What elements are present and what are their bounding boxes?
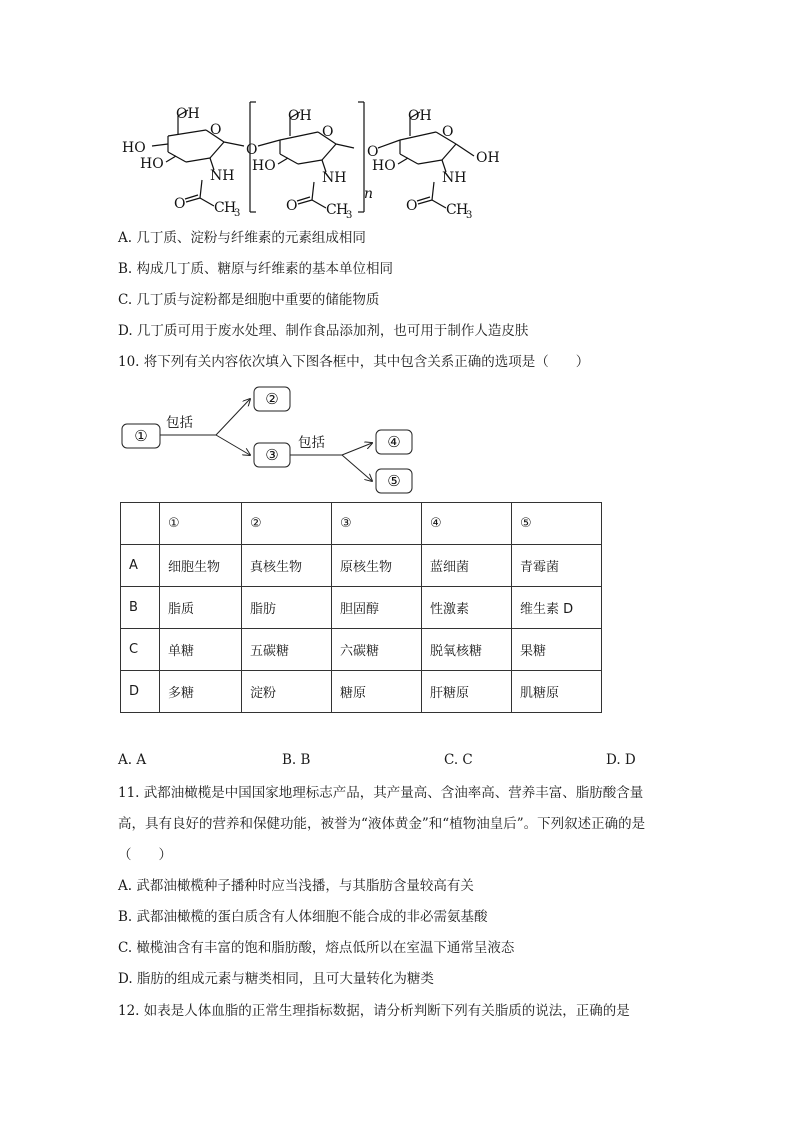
q9-option-b: B. 构成几丁质、糖原与纤维素的基本单位相同 (118, 261, 394, 277)
subscript-3: 3 (234, 208, 241, 219)
table-cell: 糖原 (332, 671, 422, 713)
table-cell: 脱氧核糖 (422, 629, 512, 671)
q10-answer-a: A. A (118, 752, 147, 768)
table-row (121, 671, 602, 713)
table-cell: 真核生物 (242, 545, 332, 587)
table-cell: 脂质 (160, 587, 242, 629)
c-label: C (446, 202, 457, 218)
table-cell: ③ (332, 503, 422, 545)
nh-label: NH (322, 170, 347, 186)
q11-stem-line-1: 11. 武都油橄榄是中国国家地理标志产品，其产量高、含油率高、营养丰富、脂肪酸含量 (118, 785, 644, 801)
ho-label: HO (252, 158, 276, 174)
ring-o-label: O (322, 124, 334, 140)
table-cell: 胆固醇 (332, 587, 422, 629)
q10-answer-d: D. D (606, 752, 636, 768)
table-row (121, 545, 602, 587)
table-row (121, 629, 602, 671)
ho-label: HO (140, 156, 164, 172)
table-cell: 原核生物 (332, 545, 422, 587)
oh-label: OH (408, 108, 432, 124)
table-cell: 单糖 (160, 629, 242, 671)
h-label: H (456, 202, 469, 218)
table-cell: 肌糖原 (512, 671, 602, 713)
q10-answer-b: B. B (282, 752, 311, 768)
o-label: O (406, 198, 418, 214)
box-5-label: ⑤ (387, 472, 401, 490)
table-row (121, 587, 602, 629)
q10-stem: 10. 将下列有关内容依次填入下图各框中，其中包含关系正确的选项是（ ） (118, 354, 590, 370)
table-cell: 青霉菌 (512, 545, 602, 587)
c-label: C (214, 200, 225, 216)
table-cell: 性激素 (422, 587, 512, 629)
repeat-n-label: n (364, 186, 374, 202)
q11-option-c: C. 橄榄油含有丰富的饱和脂肪酸，熔点低所以在室温下通常呈液态 (118, 940, 515, 956)
table-cell: 脂肪 (242, 587, 332, 629)
q9-option-a: A. 几丁质、淀粉与纤维素的元素组成相同 (118, 230, 366, 246)
table-cell: ⑤ (512, 503, 602, 545)
inclusion-diagram (118, 383, 438, 498)
ho-label: HO (122, 140, 146, 156)
table-cell: 蓝细菌 (422, 545, 512, 587)
q11-stem-line-2: 高，具有良好的营养和保健功能，被誉为“液体黄金”和“植物油皇后”。下列叙述正确的是 (118, 816, 646, 832)
table-cell: B (121, 587, 160, 629)
table-cell: C (121, 629, 160, 671)
table-cell: A (121, 545, 160, 587)
q9-option-d: D. 几丁质可用于废水处理、制作食品添加剂，也可用于制作人造皮肤 (118, 323, 529, 339)
c-label: C (326, 202, 337, 218)
h-label: H (224, 200, 237, 216)
table-cell: 淀粉 (242, 671, 332, 713)
table-cell: ② (242, 503, 332, 545)
q11-stem-line-3: （ ） (118, 847, 172, 863)
nh-label: NH (442, 170, 467, 186)
o-label: O (286, 198, 298, 214)
ring-o-label: O (210, 122, 222, 138)
oh-label: OH (476, 150, 500, 166)
o-label: O (174, 196, 186, 212)
box-1-label: ① (134, 427, 148, 445)
nh-label: NH (210, 168, 235, 184)
table-cell: 六碳糖 (332, 629, 422, 671)
box-2-label: ② (265, 390, 279, 408)
h-label: H (336, 202, 349, 218)
table-cell: 多糖 (160, 671, 242, 713)
table-cell: 五碳糖 (242, 629, 332, 671)
box-3-label: ③ (265, 446, 279, 464)
include-label: 包括 (166, 415, 193, 431)
q9-option-c: C. 几丁质与淀粉都是细胞中重要的储能物质 (118, 292, 380, 308)
oh-label: OH (288, 108, 312, 124)
ho-label: HO (372, 158, 396, 174)
table-cell: D (121, 671, 160, 713)
q10-table (120, 502, 602, 713)
ring-o-label: O (442, 124, 454, 140)
box-4-label: ④ (387, 433, 401, 451)
q10-answer-c: C. C (444, 752, 473, 768)
subscript-3: 3 (346, 210, 353, 221)
glycosidic-o-label: O (367, 144, 379, 160)
include-label: 包括 (298, 435, 325, 451)
chitin-structure-diagram (118, 100, 518, 225)
table-header-row (121, 503, 602, 545)
table-cell: 肝糖原 (422, 671, 512, 713)
table-cell: 维生素 D (512, 587, 602, 629)
glycosidic-o-label: O (246, 142, 258, 158)
oh-label: OH (176, 106, 200, 122)
table-cell: ① (160, 503, 242, 545)
table-cell: 果糖 (512, 629, 602, 671)
q12-stem: 12. 如表是人体血脂的正常生理指标数据，请分析判断下列有关脂质的说法，正确的是 (118, 1003, 630, 1019)
table-cell (121, 503, 160, 545)
table-cell: ④ (422, 503, 512, 545)
subscript-3: 3 (466, 210, 473, 221)
q11-option-a: A. 武都油橄榄种子播种时应当浅播，与其脂肪含量较高有关 (118, 878, 474, 894)
table-cell: 细胞生物 (160, 545, 242, 587)
q11-option-d: D. 脂肪的组成元素与糖类相同，且可大量转化为糖类 (118, 971, 434, 987)
q11-option-b: B. 武都油橄榄的蛋白质含有人体细胞不能合成的非必需氨基酸 (118, 909, 488, 925)
